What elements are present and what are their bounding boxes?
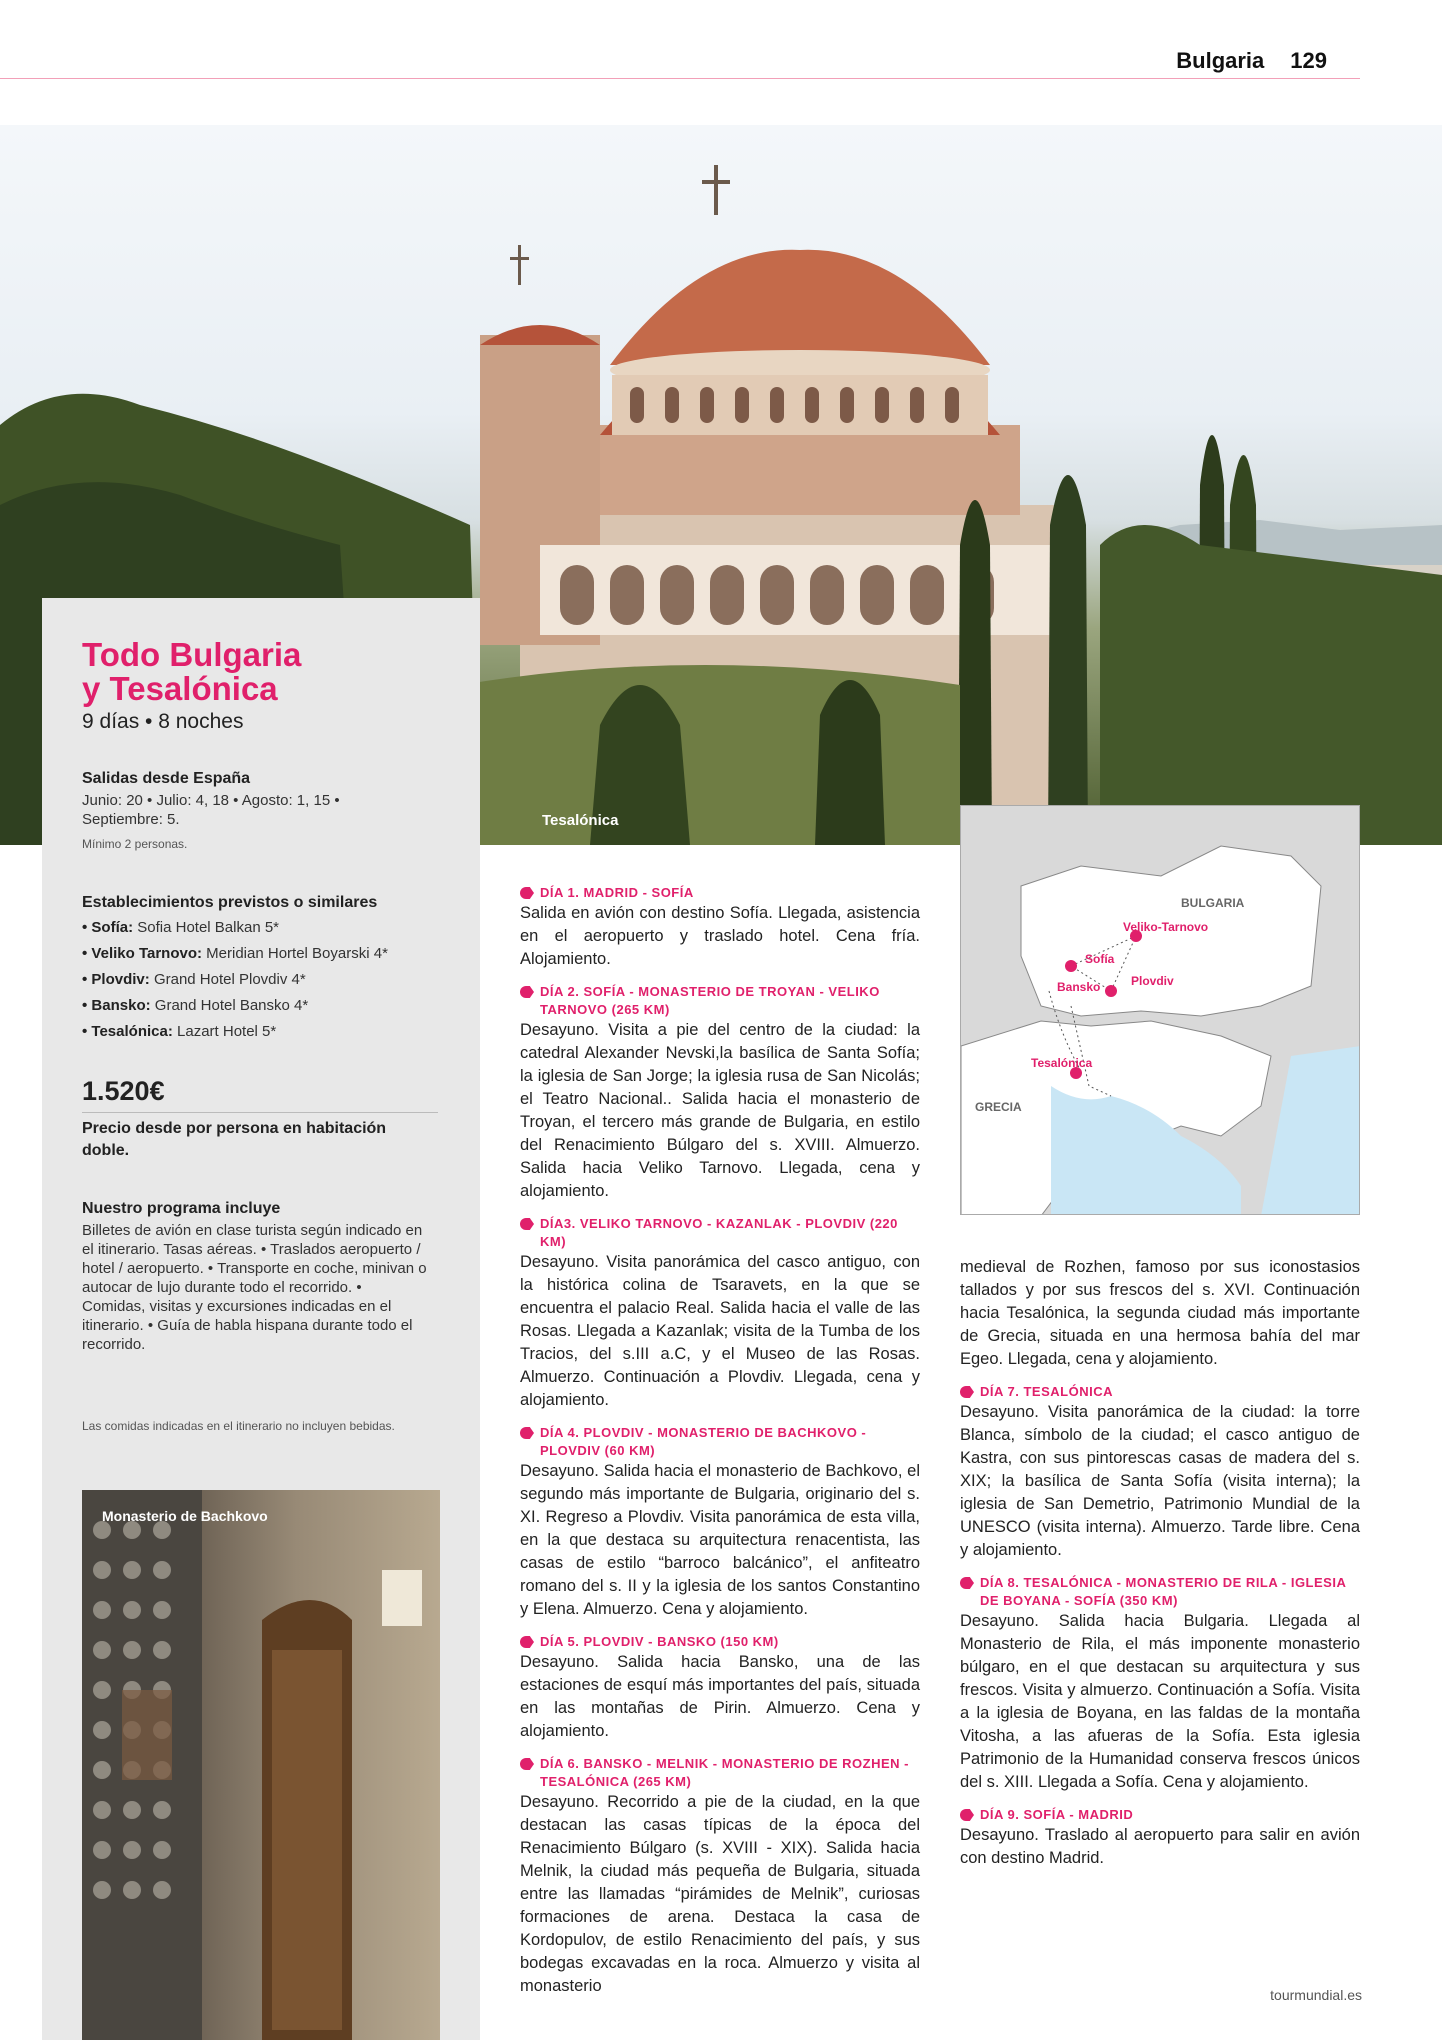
tour-title-line1: Todo Bulgaria (82, 636, 302, 673)
itinerary-day (520, 1424, 920, 1621)
page-number: 129 (1290, 48, 1327, 73)
day-title: DÍA 2. SOFÍA - MONASTERIO DE TROYAN - VELIKO TARNOVO (265 KM) (520, 983, 920, 1019)
day-text: Salida en avión con destino Sofía. Llegada, asistencia en el aeropuerto y traslado hotel. Cena fría. Alojamiento. (520, 904, 920, 968)
minimum-note: Mínimo 2 personas. (82, 837, 188, 851)
monastery-photo (82, 1490, 440, 2040)
itinerary-day (520, 884, 920, 971)
map-country-label: BULGARIA (1181, 896, 1245, 910)
map-country-label: GRECIA (975, 1100, 1022, 1114)
section-name: Bulgaria (1176, 48, 1265, 73)
day-text: Desayuno. Salida hacia el monasterio de Bachkovo, el segundo más importante de Bulgaria, originario del s. XI. Regreso a Plovdiv. Visita panorámica de esta villa, en la que destaca su arquitectura renacentista, las casas de estilo “barroco balcánico”, el anfiteatro romano del s. II y la iglesia de los santos Constantino y Elena. Almuerzo. Cena y alojamiento. (520, 1462, 920, 1618)
includes-text: Billetes de avión en clase turista según indicado en el itinerario. Tasas aéreas. • Traslados aeropuerto / hotel / aeropuerto. • Transporte en coche, minivan o autocar de lujo durante todo el recorrido. • Comidas, visitas y excursiones indicadas en el itinerario. • Guía de habla hispana durante todo el recorrido. (82, 1222, 427, 1353)
hotel-item: • Bansko: Grand Hotel Bansko 4* (82, 997, 309, 1014)
meals-note: Las comidas indicadas en el itinerario no incluyen bebidas. (82, 1419, 395, 1433)
day-title: DÍA 4. PLOVDIV - MONASTERIO DE BACHKOVO - PLOVDIV (60 KM) (520, 1424, 920, 1460)
day-title: DÍA 9. SOFÍA - MADRID (960, 1806, 1360, 1824)
hotel-item: • Veliko Tarnovo: Meridian Hortel Boyarski 4* (82, 945, 388, 962)
footer-url[interactable]: tourmundial.es (1270, 1987, 1362, 2003)
hotels-heading: Establecimientos previstos o similares (82, 894, 378, 911)
map-city-label: Tesalónica (1031, 1056, 1093, 1070)
day-title: DÍA 6. BANSKO - MELNIK - MONASTERIO DE ROZHEN - TESALÓNICA (265 KM) (520, 1755, 920, 1791)
departures-text: Junio: 20 • Julio: 4, 18 • Agosto: 1, 15 • Septiembre: 5. (82, 792, 340, 828)
itinerary-day (520, 1755, 920, 1998)
itinerary-continuation (960, 1256, 1360, 1371)
itinerary-day (520, 1215, 920, 1412)
hotel-item: • Tesalónica: Lazart Hotel 5* (82, 1023, 277, 1040)
includes-heading: Nuestro programa incluye (82, 1200, 281, 1217)
hotel-item: • Sofía: Sofia Hotel Balkan 5* (82, 919, 280, 936)
hotels-block (82, 894, 442, 1045)
day-text: Desayuno. Visita panorámica de la ciudad: la torre Blanca, símbolo de la ciudad; el casco antiguo de Kastra, con sus pintorescas casas de madera del s. XIX; la basílica de Santa Sofía (visita interna); la iglesia de San Demetrio, Patrimonio Mundial de la UNESCO (visita interna). Almuerzo. Tarde libre. Cena y alojamiento. (960, 1403, 1360, 1559)
price: 1.520€ (82, 1076, 165, 1106)
map-city-label: Sofía (1085, 952, 1115, 966)
hotel-item: • Plovdiv: Grand Hotel Plovdiv 4* (82, 971, 306, 988)
day-text: Desayuno. Recorrido a pie de la ciudad, en la que destacan las casas típicas de la época del Renacimiento Búlgaro (s. XVIII - XIX). Salida hacia Melnik, la ciudad más pequeña de Bulgaria, situada entre las llamadas “pirámides de Melnik”, curiosas formaciones de arena. Destaca la casa de Kordopulov, de estilo Renacimiento del país, y sus bodegas excavadas en la roca. Almuerzo y visita al monasterio (520, 1793, 920, 1995)
hero-caption: Tesalónica (542, 812, 619, 829)
tour-title (82, 638, 462, 706)
day-text: Desayuno. Visita a pie del centro de la ciudad: la catedral Alexander Nevski,la basílica de Santa Sofía; la iglesia de San Jorge; la iglesia rusa de San Nicolás; el Teatro Nacional.. Salida hacia el monasterio de Troyan, el tercero más grande de Bulgaria, en estilo del Renacimiento Búlgaro del s. XVIII. Almuerzo. Salida hacia Veliko Tarnovo. Llegada, cena y alojamiento. (520, 1021, 920, 1200)
includes-block (82, 1200, 427, 1354)
map-city-label: Plovdiv (1131, 974, 1174, 988)
tour-duration: 9 días • 8 noches (82, 710, 244, 733)
day-text: Desayuno. Visita panorámica del casco antiguo, con la histórica colina de Tsaravets, en la que se encuentra el palacio Real. Salida hacia el valle de las Rosas. Llegada a Kazanlak; visita de la Tumba de los Tracios, del s.III a.C, y el Museo de las Rosas. Almuerzo. Continuación a Plovdiv. Llegada, cena y alojamiento. (520, 1253, 920, 1409)
day-title: DÍA 7. TESALÓNICA (960, 1383, 1360, 1401)
header-rule (0, 78, 1360, 79)
tour-title-line2: y Tesalónica (82, 670, 278, 707)
itinerary-day (520, 983, 920, 1203)
day-text: medieval de Rozhen, famoso por sus iconostasios tallados y por sus frescos del s. XVI. Continuación hacia Tesalónica, la segunda ciudad más importante de Grecia, situada en una hermosa bahía del mar Egeo. Llegada, cena y alojamiento. (960, 1258, 1360, 1368)
monastery-photo-caption: Monasterio de Bachkovo (102, 1508, 268, 1524)
monastery-door-illustration (82, 1490, 440, 2040)
day-title: DÍA 8. TESALÓNICA - MONASTERIO DE RILA - IGLESIA DE BOYANA - SOFÍA (350 KM) (960, 1574, 1360, 1610)
itinerary-day (960, 1806, 1360, 1870)
day-text: Desayuno. Salida hacia Bulgaria. Llegada al Monasterio de Rila, el más imponente monasterio búlgaro, en el que destacan su arquitectura y sus frescos. Visita y almuerzo. Continuación a Sofía. Visita a la iglesia de Boyana, en las faldas de la montaña Vitosha, a las afueras de la Sofía. Esta iglesia Patrimonio de la Humanidad conserva frescos únicos del s. XIII. Llegada a Sofía. Cena y alojamiento. (960, 1612, 1360, 1791)
departures-block (82, 770, 442, 851)
day-title: DÍA 5. PLOVDIV - BANSKO (150 KM) (520, 1633, 920, 1651)
day-text: Desayuno. Salida hacia Bansko, una de las estaciones de esquí más importantes del país, situada en las montañas de Pirin. Almuerzo. Cena y alojamiento. (520, 1653, 920, 1740)
map-city-label: Veliko-Tarnovo (1123, 920, 1209, 934)
itinerary-column-1 (520, 884, 920, 2010)
itinerary-day (960, 1574, 1360, 1794)
departures-heading: Salidas desde España (82, 770, 251, 787)
map-city-label: Bansko (1057, 980, 1101, 994)
page-header-title (1176, 48, 1327, 74)
price-rule (82, 1112, 438, 1113)
route-map-shapes (961, 806, 1360, 1215)
price-note: Precio desde por persona en habitación doble. (82, 1120, 387, 1159)
itinerary-day (960, 1383, 1360, 1562)
itinerary-column-2 (960, 1256, 1360, 1882)
day-text: Desayuno. Traslado al aeropuerto para salir en avión con destino Madrid. (960, 1826, 1360, 1867)
page-header (0, 0, 1442, 90)
route-map (960, 805, 1360, 1215)
day-title: DÍA3. VELIKO TARNOVO - KAZANLAK - PLOVDIV (220 KM) (520, 1215, 920, 1251)
itinerary-day (520, 1633, 920, 1743)
day-title: DÍA 1. MADRID - SOFÍA (520, 884, 920, 902)
